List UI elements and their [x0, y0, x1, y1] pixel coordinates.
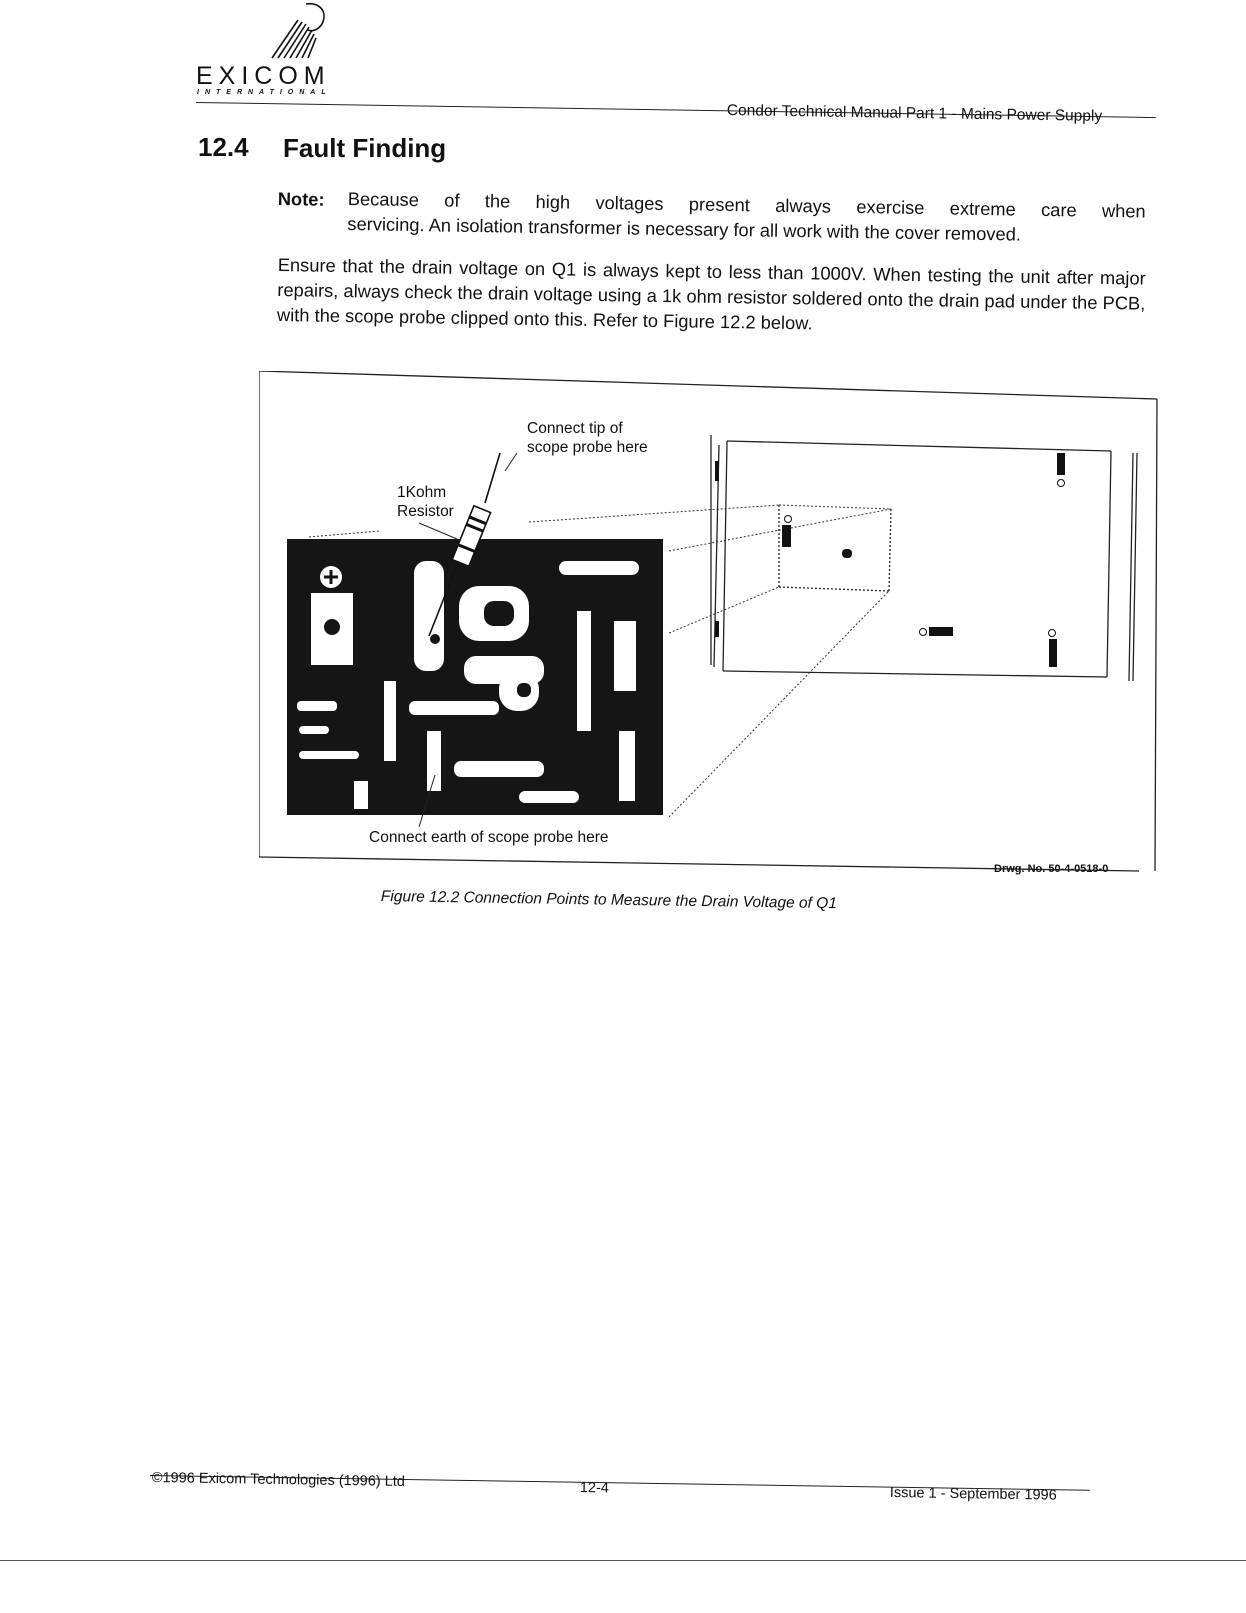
footer-issue: Issue 1 - September 1996 [889, 1485, 1057, 1504]
pcb-diagram [259, 371, 1179, 881]
pcb-overview-screws [785, 480, 1065, 637]
body-paragraph: Ensure that the drain voltage on Q1 is always kept to less than 1000V. When testing the unit after major repairs, always check the drain voltage using a 1k ohm resistor soldered onto the drain pad under the PCB, with the scope probe clipped onto this. Refer to Figure 12.2 below. [276, 253, 1146, 334]
section-title: Fault Finding [283, 133, 447, 163]
drawing-number: Drwg. No. 50-4-0518-0 [994, 863, 1109, 875]
manual-title: Condor Technical Manual Part 1 - Mains Power Supply [726, 102, 1103, 125]
note-text-line-1: Because of the high voltages present always exercise extreme care when [347, 187, 1146, 222]
label-resistor-line-1: 1Kohm [397, 484, 447, 501]
label-probe-tip [527, 419, 648, 457]
label-resistor-line-2: Resistor [397, 503, 454, 520]
pcb-overview [711, 435, 1137, 681]
logo-subtitle: INTERNATIONAL [197, 89, 332, 96]
footer-copyright: ©1996 Exicom Technologies (1996) Ltd [151, 1470, 406, 1490]
figure-12-2 [259, 371, 1179, 881]
figure-caption: Figure 12.2 Connection Points to Measure the Drain Voltage of Q1 [380, 888, 838, 913]
pcb-overview-components [715, 453, 1065, 667]
note-text-line-2: servicing. An isolation transformer is necessary for all work with the cover removed. [347, 212, 1022, 245]
section-number: 12.4 [198, 132, 249, 162]
note-text [347, 186, 1146, 249]
footer-page-number: 12-4 [579, 1480, 610, 1497]
label-probe-earth: Connect earth of scope probe here [369, 829, 609, 846]
note-label: Note: [277, 187, 325, 210]
logo-wordmark: EXICOM [196, 62, 331, 90]
label-probe-tip-line-1: Connect tip of [527, 420, 623, 437]
label-resistor [397, 483, 454, 521]
pcb-closeup [287, 539, 663, 815]
label-probe-tip-line-2: scope probe here [527, 439, 648, 456]
exicom-logo-icon [268, 0, 338, 60]
bottom-scan-rule [0, 1560, 1246, 1561]
